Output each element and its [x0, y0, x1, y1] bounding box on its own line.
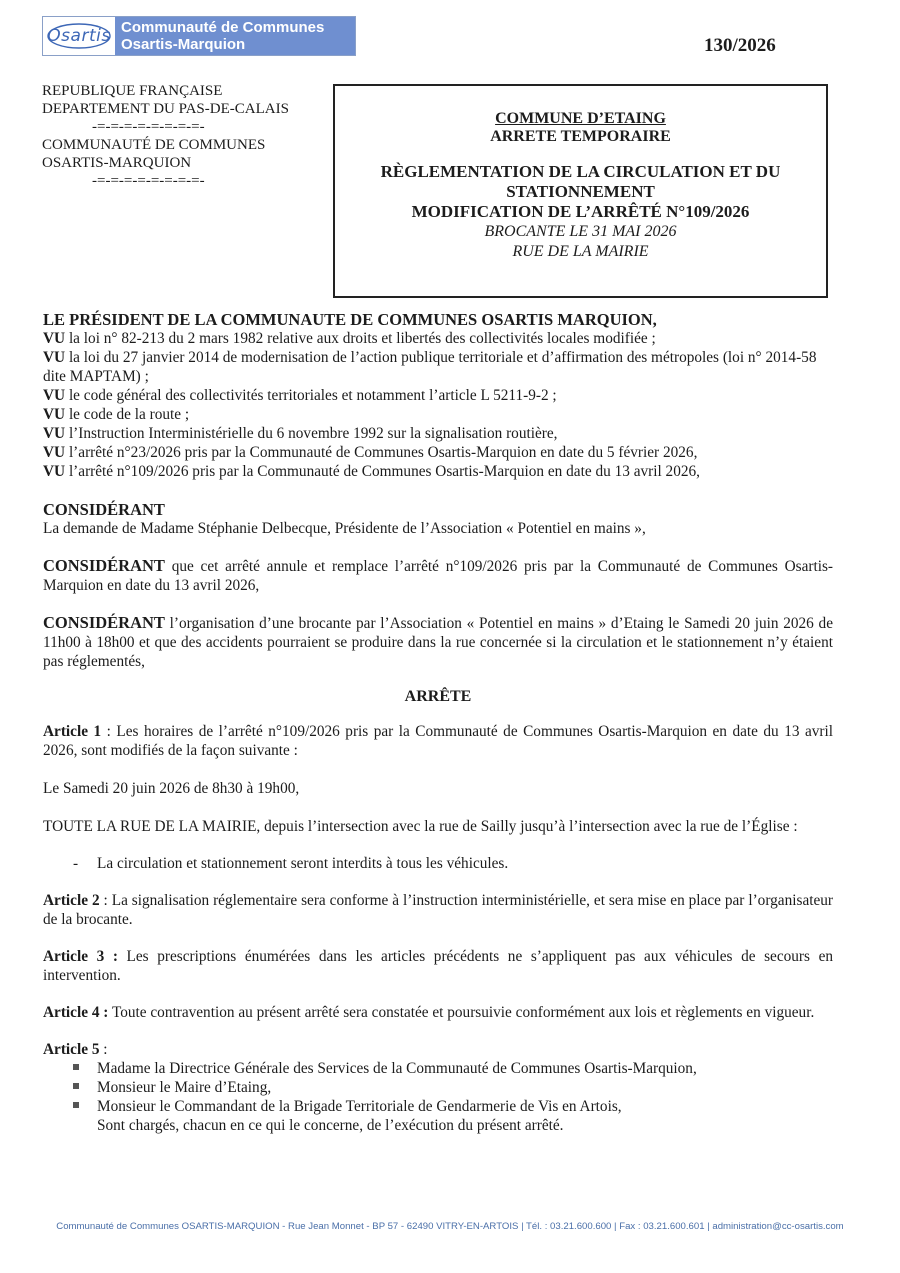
list-item — [43, 1078, 833, 1097]
logo-mark — [43, 17, 115, 55]
square-bullet-icon — [73, 1083, 79, 1089]
considerant-text: que cet arrêté annule et remplace l’arrêté n°109/2026 pris par la Communauté de Communes Osartis-Marquion en date du 13 avril 2026, — [43, 558, 834, 594]
vu-line — [43, 386, 833, 405]
list-item — [43, 1097, 833, 1116]
vu-text: l’Instruction Interministérielle du 6 novembre 1992 sur la signalisation routière, — [68, 425, 558, 442]
title-line: MODIFICATION DE L’ARRÊTÉ N°109/2026 — [411, 202, 750, 221]
vu-text: l’arrêté n°109/2026 pris par la Communauté de Communes Osartis-Marquion en date du 13 avril 2026, — [68, 463, 700, 480]
article-5 — [43, 1040, 833, 1059]
event-name: BROCANTE LE 31 MAI 2026 — [484, 223, 677, 240]
issuer-block — [42, 82, 289, 190]
vu-label: VU — [43, 330, 66, 347]
list-item-text: Monsieur le Commandant de la Brigade Territoriale de Gendarmerie de Vis en Artois, — [97, 1098, 622, 1115]
vu-line — [43, 329, 833, 348]
considerant-paragraph — [43, 556, 833, 595]
vu-label: VU — [43, 406, 66, 423]
org-name-line1: Communauté de Communes — [121, 19, 325, 36]
article-1-street: TOUTE LA RUE DE LA MAIRIE, depuis l’intersection avec la rue de Sailly jusqu’à l’intersection avec la rue de l’Église : — [43, 818, 798, 835]
considerant-label: CONSIDÉRANT — [43, 556, 165, 575]
article-4 — [43, 1003, 833, 1022]
vu-text: le code général des collectivités territoriales et notamment l’article L 5211-9-2 ; — [68, 387, 557, 404]
issuer-line: DEPARTEMENT DU PAS-DE-CALAIS — [42, 101, 289, 117]
vu-text: le code de la route ; — [68, 406, 190, 423]
article-2 — [43, 891, 833, 929]
article-label: Article 1 — [43, 723, 102, 740]
issuer-line: REPUBLIQUE FRANÇAISE — [42, 83, 223, 99]
vu-text: la loi n° 82-213 du 2 mars 1982 relative aux droits et libertés des collectivités locales modifiée ; — [68, 330, 656, 347]
article-colon: : — [99, 1041, 108, 1058]
org-name-line2: Osartis-Marquion — [121, 36, 246, 53]
vu-text: l’arrêté n°23/2026 pris par la Communauté de Communes Osartis-Marquion en date du 5 février 2026, — [68, 444, 698, 461]
title-box — [333, 84, 828, 298]
vu-line — [43, 424, 833, 443]
article-1-item-text: La circulation et stationnement seront interdits à tous les véhicules. — [97, 855, 509, 872]
article-1 — [43, 722, 833, 760]
document-body — [43, 310, 833, 1135]
article-label: Article 5 — [43, 1041, 100, 1058]
title-line: STATIONNEMENT — [506, 182, 655, 201]
considerant-paragraph — [43, 613, 833, 671]
vu-label: VU — [43, 425, 66, 442]
considerant-text: l’organisation d’une brocante par l’Association « Potentiel en mains » d’Etaing le Samedi 20 juin 2026 de 11h00 à 18h00 et que des accidents pourraient se produire dans la rue concernée si la circulation et le stationnement n’y étaient pas réglementés, — [43, 615, 833, 670]
article-5-list — [43, 1059, 833, 1116]
article-text: : Les horaires de l’arrêté n°109/2026 pris par la Communauté de Communes Osartis-Marquion en date du 13 avril 2026, sont modifiés de la façon suivante : — [43, 723, 834, 759]
list-item-text: Monsieur le Maire d’Etaing, — [97, 1079, 272, 1096]
article-label: Article 3 : — [43, 948, 118, 965]
list-item-text: Madame la Directrice Générale des Services de la Communauté de Communes Osartis-Marquion, — [97, 1060, 697, 1077]
article-1-item — [43, 854, 833, 873]
commune-name: COMMUNE D’ETAING — [495, 110, 666, 127]
considerant-text: La demande de Madame Stéphanie Delbecque, Présidente de l’Association « Potentiel en mains », — [43, 520, 646, 537]
article-1-date: Le Samedi 20 juin 2026 de 8h30 à 19h00, — [43, 780, 300, 797]
logo-text: Osartis — [47, 26, 111, 46]
vu-label: VU — [43, 463, 66, 480]
vu-line — [43, 462, 833, 481]
vu-line — [43, 348, 833, 386]
org-name — [115, 17, 355, 55]
arrete-title — [335, 162, 826, 222]
article-5-closing: Sont chargés, chacun en ce qui le concerne, de l’exécution du présent arrêté. — [97, 1117, 564, 1134]
article-label: Article 2 — [43, 892, 100, 909]
vu-label: VU — [43, 387, 66, 404]
article-text: Toute contravention au présent arrêté sera constatée et poursuivie conformément aux lois et règlements en vigueur. — [108, 1004, 815, 1021]
issuer-line: OSARTIS-MARQUION — [42, 155, 192, 171]
list-item — [43, 1059, 833, 1078]
considerant-label: CONSIDÉRANT — [43, 613, 165, 632]
arrete-heading: ARRÊTE — [404, 688, 472, 705]
article-label: Article 4 : — [43, 1004, 109, 1021]
president-heading: LE PRÉSIDENT DE LA COMMUNAUTE DE COMMUNES OSARTIS MARQUION, — [43, 310, 657, 329]
vu-line — [43, 443, 833, 462]
title-line: RÈGLEMENTATION DE LA CIRCULATION ET DU — [380, 162, 781, 181]
arrete-type: ARRETE TEMPORAIRE — [490, 128, 671, 145]
vu-line — [43, 405, 833, 424]
dash-marker: - — [73, 855, 79, 872]
logo-swoosh-icon — [46, 21, 112, 51]
article-text: Les prescriptions énumérées dans les articles précédents ne s’appliquent pas aux véhicules de secours en intervention. — [43, 948, 834, 984]
square-bullet-icon — [73, 1102, 79, 1108]
separator: -=-=-=-=-=-=-=-=- — [92, 173, 205, 189]
document-number: 130/2026 — [704, 35, 776, 56]
considerant-label: CONSIDÉRANT — [43, 500, 165, 519]
separator: -=-=-=-=-=-=-=-=- — [92, 119, 205, 135]
issuer-line: COMMUNAUTÉ DE COMMUNES — [42, 137, 266, 153]
org-logo — [42, 16, 356, 56]
vu-label: VU — [43, 444, 66, 461]
article-3 — [43, 947, 833, 985]
article-text: : La signalisation réglementaire sera conforme à l’instruction interministérielle, et sera mise en place par l’organisateur de la brocante. — [43, 892, 834, 928]
event-location: RUE DE LA MAIRIE — [512, 243, 649, 260]
vu-text: la loi du 27 janvier 2014 de modernisation de l’action publique territoriale et d’affirmation des métropoles (loi n° 2014-58 dite MAPTAM) ; — [43, 349, 817, 385]
square-bullet-icon — [73, 1064, 79, 1070]
page-footer: Communauté de Communes OSARTIS-MARQUION - Rue Jean Monnet - BP 57 - 62490 VITRY-EN-ARTOIS | Tél. : 03.21.600.600 | Fax : 03.21.600.601 | administration@cc-osartis.com — [56, 1221, 844, 1232]
vu-label: VU — [43, 349, 66, 366]
